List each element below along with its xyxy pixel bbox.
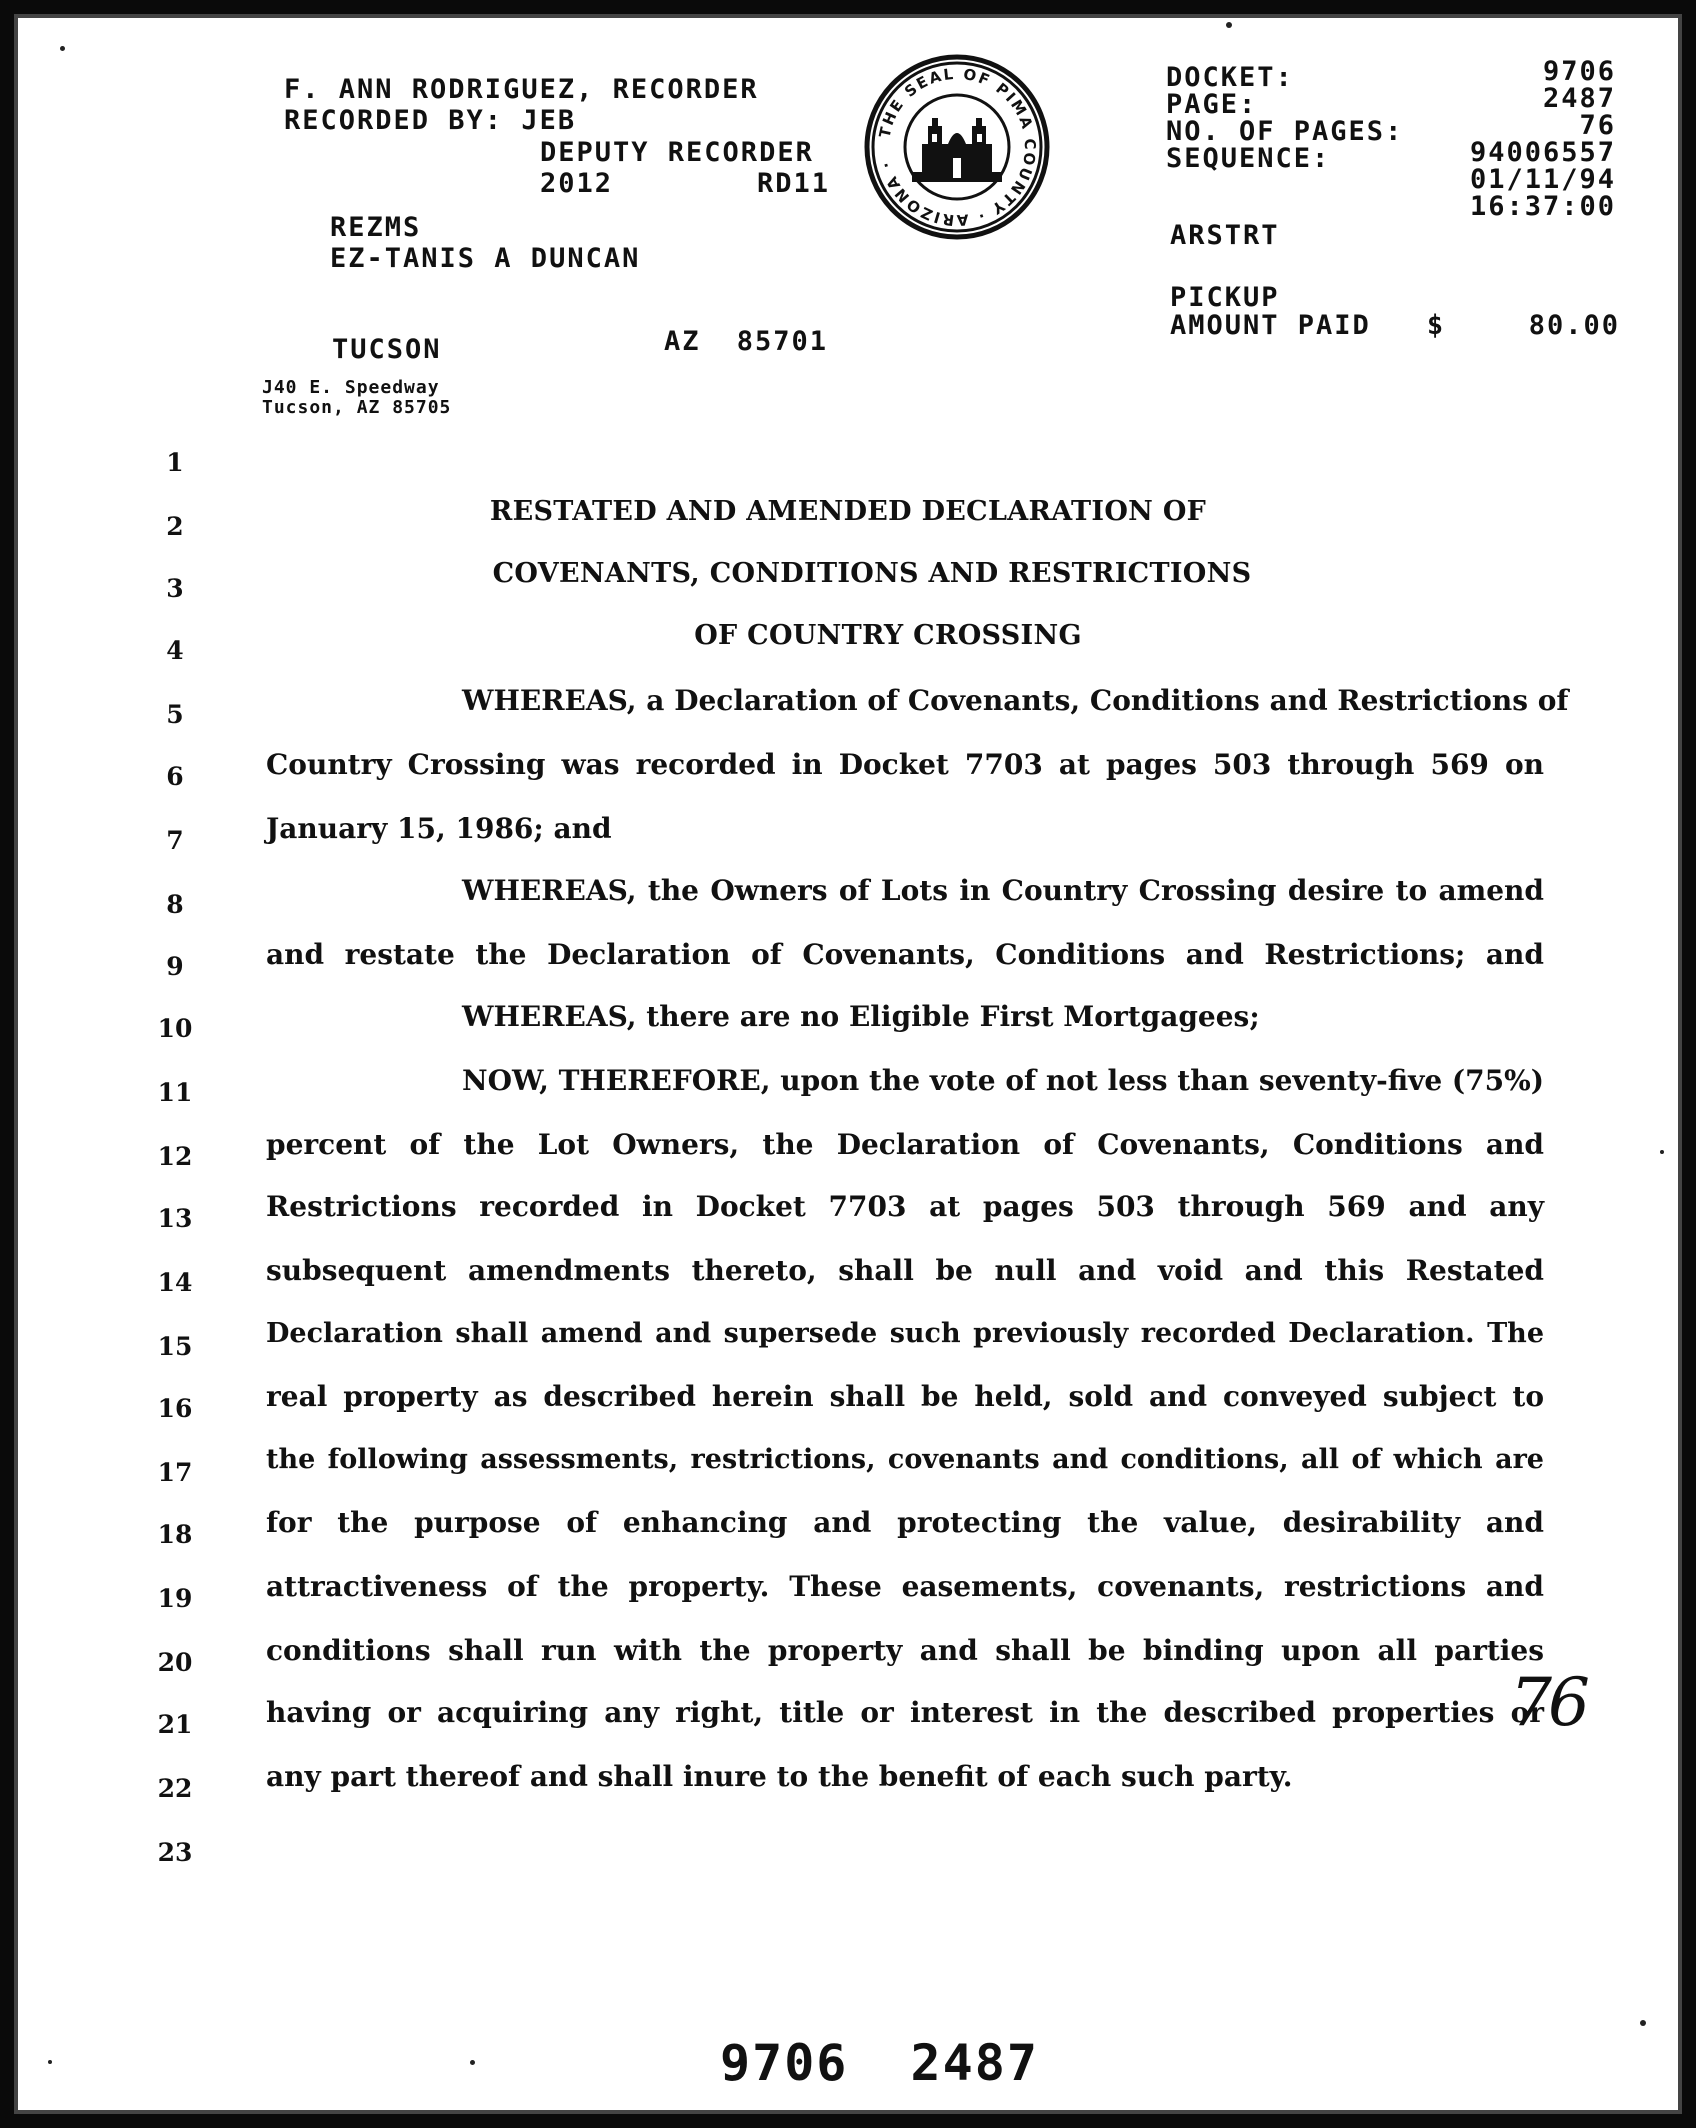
recorder-codes	[540, 168, 830, 199]
body-line: WHEREAS, there are no Eligible First Mortgagees;	[462, 1000, 1260, 1033]
footer-page: 2487	[910, 2034, 1039, 2092]
scan-speck	[60, 46, 65, 51]
line-number: 14	[157, 1268, 193, 1297]
page-label: PAGE:	[1166, 89, 1258, 120]
body-line: January 15, 1986; and	[266, 812, 612, 845]
scan-speck	[1660, 1150, 1664, 1154]
body-line: subsequent amendments thereto, shall be null and void and this Restated	[266, 1254, 1544, 1287]
deputy-block	[540, 137, 830, 199]
body-line: real property as described herein shall be held, sold and conveyed subject to	[266, 1380, 1544, 1413]
docket-value: 9706	[1542, 56, 1616, 87]
body-line: NOW, THEREFORE, upon the vote of not less than seventy-five (75%)	[462, 1064, 1544, 1097]
currency-symbol: $	[1426, 310, 1446, 341]
body-line: Restrictions recorded in Docket 7703 at pages 503 through 569 and any	[266, 1190, 1544, 1223]
line-number: 11	[157, 1078, 193, 1107]
recipient-city: TUCSON	[332, 334, 442, 365]
document-title-line-3: OF COUNTRY CROSSING	[694, 620, 1082, 651]
line-number: 12	[157, 1142, 193, 1171]
body-line: Declaration shall amend and supersede such previously recorded Declaration. The	[266, 1318, 1544, 1349]
num-pages-value: 76	[1579, 110, 1616, 141]
sequence-value: 94006557	[1469, 137, 1616, 168]
recorder-code-b: RD11	[756, 168, 830, 199]
body-line: the following assessments, restrictions, covenants and conditions, all of which are	[266, 1444, 1544, 1475]
line-number: 5	[166, 700, 184, 729]
line-number: 17	[157, 1458, 193, 1487]
recorded-date: 01/11/94	[1469, 164, 1616, 195]
return-address-city: Tucson, AZ 85705	[262, 397, 452, 418]
recipient-name: EZ-TANIS A DUNCAN	[330, 243, 641, 274]
document-title-line-2: COVENANTS, CONDITIONS AND RESTRICTIONS	[492, 558, 1252, 589]
scan-speck	[1640, 2020, 1646, 2026]
body-line: for the purpose of enhancing and protecting the value, desirability and	[266, 1506, 1544, 1539]
pickup-label: PICKUP	[1170, 282, 1280, 313]
svg-text:THE SEAL OF PIMA COUNTY · ARIZ: THE SEAL OF PIMA COUNTY · ARIZONA ·	[875, 64, 1040, 230]
body-line: percent of the Lot Owners, the Declaration of Covenants, Conditions and	[266, 1128, 1544, 1161]
line-number: 22	[157, 1774, 193, 1803]
num-pages-label: NO. OF PAGES:	[1166, 116, 1404, 147]
amount-paid-value: 80.00	[1528, 310, 1620, 341]
line-number: 16	[157, 1394, 193, 1423]
line-number: 19	[157, 1584, 193, 1613]
recipient-state-zip: AZ 85701	[664, 326, 829, 357]
recorder-code-a: 2012	[540, 168, 614, 199]
line-number: 21	[157, 1710, 193, 1739]
handwritten-page-count: 76	[1510, 1664, 1586, 1741]
document-type: ARSTRT	[1170, 220, 1280, 251]
return-address	[262, 378, 451, 418]
line-number: 1	[166, 448, 184, 477]
sequence-label: SEQUENCE:	[1166, 143, 1331, 174]
line-number: 8	[166, 890, 184, 919]
recorder-name: F. ANN RODRIGUEZ, RECORDER	[284, 74, 759, 105]
body-line: WHEREAS, a Declaration of Covenants, Conditions and Restrictions of	[462, 684, 1569, 717]
recorded-time: 16:37:00	[1469, 191, 1616, 222]
document-title-line-1: RESTATED AND AMENDED DECLARATION OF	[489, 496, 1207, 527]
scan-speck	[1226, 22, 1232, 28]
recipient-block	[330, 212, 640, 274]
body-line: WHEREAS, the Owners of Lots in Country Crossing desire to amend	[462, 874, 1544, 907]
recorder-block	[284, 74, 759, 136]
seal-icon	[862, 52, 1052, 242]
line-number: 3	[166, 574, 184, 603]
line-number: 15	[157, 1332, 193, 1361]
footer-docket: 9706	[720, 2034, 849, 2092]
line-number: 2	[166, 512, 184, 541]
line-number: 20	[157, 1648, 193, 1677]
line-number: 13	[157, 1204, 193, 1233]
body-line: having or acquiring any right, title or interest in the described properties or	[266, 1696, 1544, 1729]
line-number: 23	[157, 1838, 193, 1867]
scan-speck	[470, 2060, 475, 2065]
amount-paid-row	[1170, 310, 1620, 341]
page-value: 2487	[1542, 83, 1616, 114]
recipient-code: REZMS	[330, 212, 422, 243]
docket-values	[1410, 58, 1616, 220]
amount-paid-label: AMOUNT PAID	[1170, 310, 1371, 341]
scan-speck	[48, 2060, 52, 2064]
footer-docket-page	[720, 2034, 1039, 2092]
body-line: conditions shall run with the property and shall be binding upon all parties	[266, 1634, 1544, 1667]
body-line: Country Crossing was recorded in Docket 7703 at pages 503 through 569 on	[266, 748, 1544, 781]
line-number: 9	[166, 952, 184, 981]
body-line: and restate the Declaration of Covenants, Conditions and Restrictions; and	[266, 938, 1544, 971]
line-number: 10	[157, 1014, 193, 1043]
recorded-by: RECORDED BY: JEB	[284, 105, 577, 136]
body-line: attractiveness of the property. These easements, covenants, restrictions and	[266, 1570, 1544, 1603]
docket-label: DOCKET:	[1166, 62, 1294, 93]
line-number: 7	[166, 826, 184, 855]
return-address-street: J40 E. Speedway	[262, 377, 440, 398]
county-seal	[862, 52, 1052, 242]
line-number: 4	[166, 636, 184, 665]
line-number: 18	[157, 1520, 193, 1549]
body-line: any part thereof and shall inure to the benefit of each such party.	[266, 1760, 1293, 1793]
docket-labels	[1166, 64, 1403, 172]
deputy-recorder: DEPUTY RECORDER	[540, 137, 814, 168]
line-number: 6	[166, 762, 184, 791]
